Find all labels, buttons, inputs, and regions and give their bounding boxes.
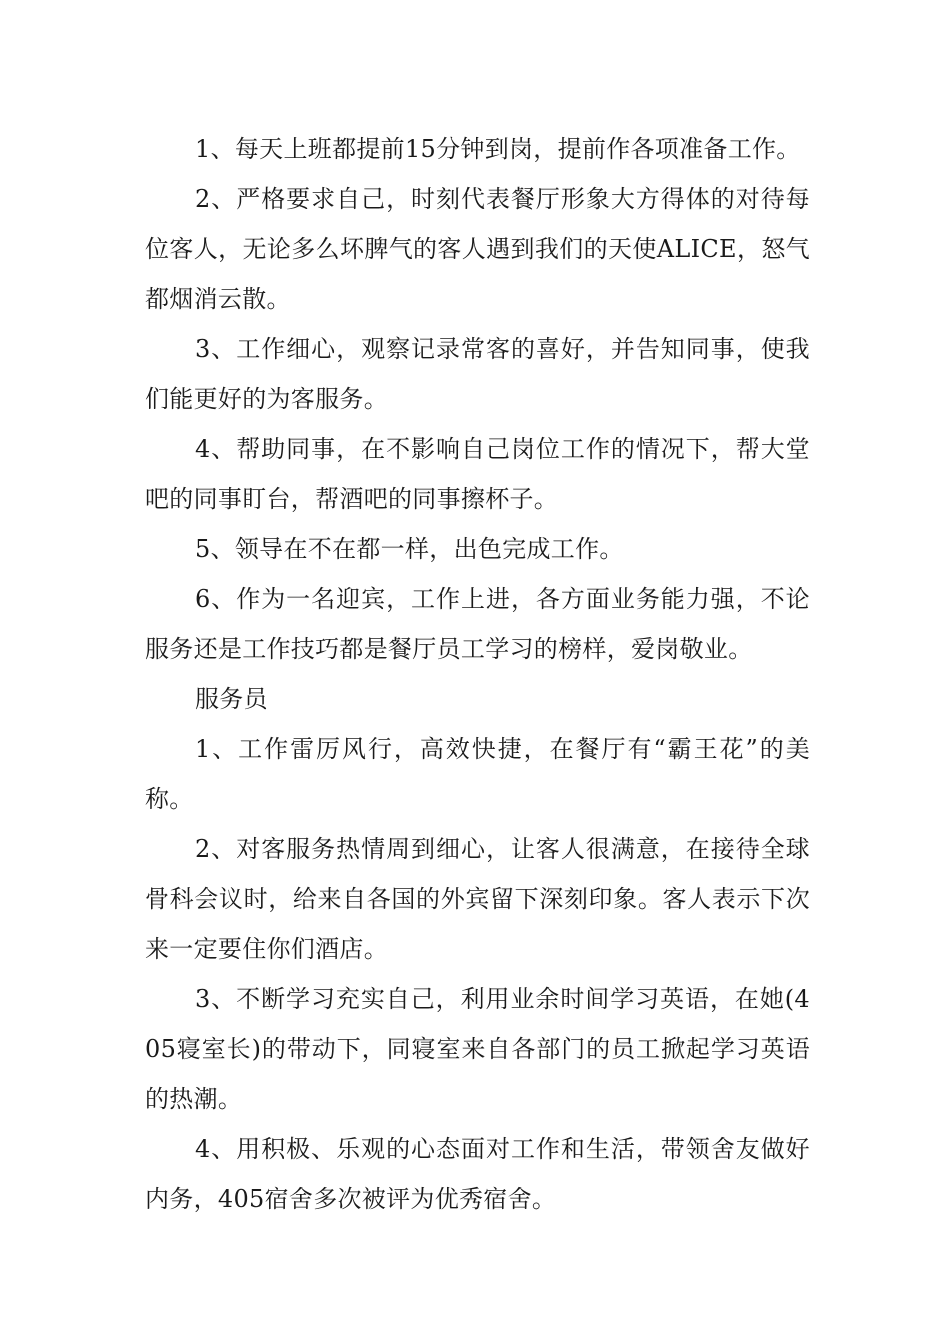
paragraph-waiter-1: 1、工作雷厉风行，高效快捷，在餐厅有“霸王花”的美称。 (145, 735, 810, 813)
section-heading-waiter: 服务员 (195, 685, 268, 713)
paragraph-greeter-6: 6、作为一名迎宾，工作上进，各方面业务能力强，不论服务还是工作技巧都是餐厅员工学习的榜样，爱岗敬业。 (145, 585, 810, 663)
document-body (145, 124, 810, 1224)
paragraph-greeter-2: 2、严格要求自己，时刻代表餐厅形象大方得体的对待每位客人，无论多么坏脾气的客人遇到我们的天使ALICE，怒气都烟消云散。 (145, 185, 810, 313)
paragraph-greeter-4: 4、帮助同事，在不影响自己岗位工作的情况下，帮大堂吧的同事盯台，帮酒吧的同事擦杯子。 (145, 435, 810, 513)
paragraph-greeter-5: 5、领导在不在都一样，出色完成工作。 (195, 535, 624, 563)
paragraph-waiter-4: 4、用积极、乐观的心态面对工作和生活，带领舍友做好内务，405宿舍多次被评为优秀宿舍。 (145, 1135, 810, 1213)
paragraph-waiter-2: 2、对客服务热情周到细心，让客人很满意，在接待全球骨科会议时，给来自各国的外宾留下深刻印象。客人表示下次来一定要住你们酒店。 (145, 835, 810, 963)
paragraph-waiter-3: 3、不断学习充实自己，利用业余时间学习英语，在她(405寝室长)的带动下，同寝室来自各部门的员工掀起学习英语的热潮。 (145, 985, 810, 1113)
paragraph-greeter-3: 3、工作细心，观察记录常客的喜好，并告知同事，使我们能更好的为客服务。 (145, 335, 810, 413)
paragraph-greeter-1: 1、每天上班都提前15分钟到岗，提前作各项准备工作。 (195, 135, 801, 163)
